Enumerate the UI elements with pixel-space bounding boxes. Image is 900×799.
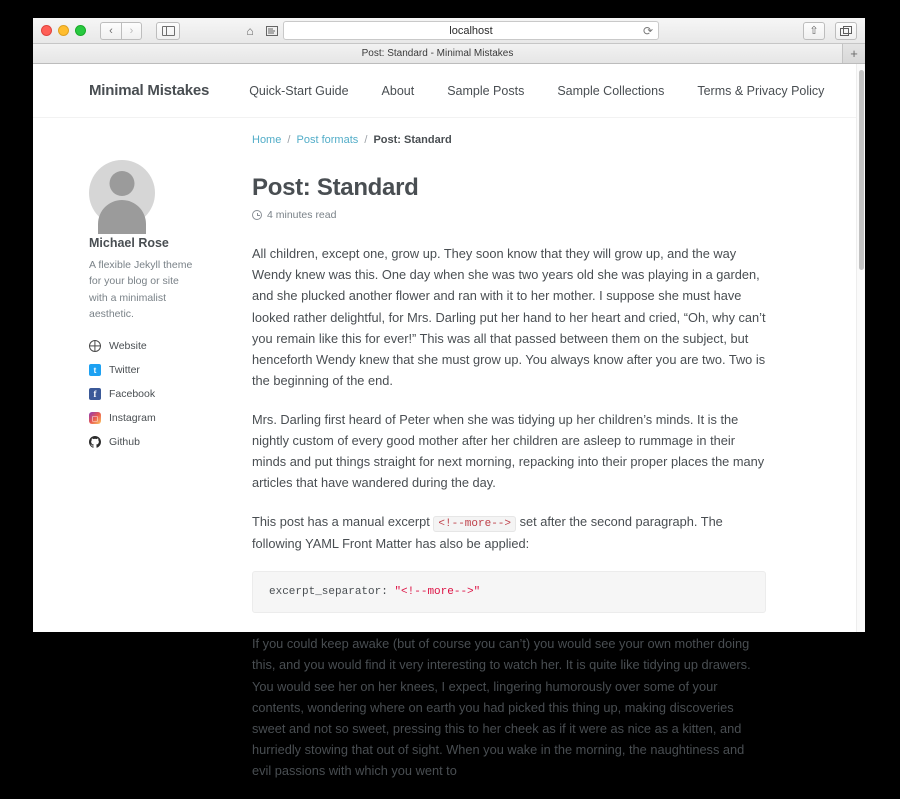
- author-link-label: Github: [109, 436, 140, 449]
- author-link-facebook[interactable]: [89, 388, 198, 400]
- author-link-website[interactable]: [89, 340, 198, 352]
- nav-item-sample-collections[interactable]: Sample Collections: [557, 83, 665, 98]
- author-link-label: Instagram: [109, 412, 156, 425]
- scrollbar-thumb[interactable]: [859, 70, 864, 270]
- nav-item-sample-posts[interactable]: Sample Posts: [447, 83, 525, 98]
- page-title: Post: Standard: [252, 174, 419, 201]
- show-tabs-button[interactable]: [835, 22, 857, 40]
- avatar-head: [110, 171, 135, 196]
- code-block: [252, 571, 766, 613]
- author-sidebar: [33, 124, 198, 799]
- author-link-label: Twitter: [109, 364, 140, 377]
- tab-label: Post: Standard - Minimal Mistakes: [361, 48, 514, 59]
- navigation-buttons: [100, 22, 142, 40]
- instagram-icon: ◻: [89, 412, 101, 424]
- sidebar-icon: [162, 26, 175, 36]
- page-content: [33, 64, 856, 779]
- nav-item-about[interactable]: About: [381, 83, 415, 98]
- inline-code-more-tag: <!--more-->: [433, 516, 516, 532]
- clock-icon: [252, 210, 262, 220]
- post-paragraph-3: [252, 511, 766, 554]
- address-bar-area: [239, 21, 659, 40]
- back-icon: ‹: [109, 24, 113, 37]
- breadcrumb-separator: /: [287, 134, 291, 146]
- paragraph-3-after: set after the second paragraph. The following YAML Front Matter has also be applied:: [252, 513, 723, 551]
- author-link-label: Facebook: [109, 388, 156, 401]
- post-paragraph-4: If you could keep awake (but of course you can’t) you would see your own mother doing this, and you would find it very interesting to watch her. It is quite like tidying up drawers. You would see her on her knees, I expect, lingering humorously over some of your contents, wondering where on earth you had picked this thing up, making discoveries sweet and not so sweet, pressing this to her cheek as if it were as nice as a kitten, and hurriedly stowing that out of sight. When you wake in the morning, the naughtiness and evil passions with which you went to: [252, 636, 751, 779]
- author-link-github[interactable]: [89, 436, 198, 448]
- page-scrollbar[interactable]: [856, 64, 865, 632]
- site-header: [33, 64, 856, 118]
- paragraph-3-before: This post has a manual excerpt: [252, 513, 430, 529]
- breadcrumb-separator: /: [364, 134, 368, 146]
- close-window-button[interactable]: [41, 25, 52, 36]
- breadcrumb-post-formats[interactable]: Post formats: [296, 134, 359, 146]
- twitter-icon: t: [89, 364, 101, 376]
- facebook-icon: f: [89, 388, 101, 400]
- code-key: excerpt_separator:: [269, 586, 388, 599]
- github-glyph: [89, 436, 101, 448]
- author-name: Michael Rose: [89, 236, 169, 250]
- reload-icon[interactable]: ⟳: [642, 24, 653, 38]
- share-icon: ⇧: [809, 25, 819, 37]
- author-link-label: Website: [109, 340, 147, 353]
- post-meta: [252, 209, 766, 221]
- author-links: [89, 340, 198, 448]
- plus-icon: +: [850, 46, 858, 61]
- breadcrumb-home[interactable]: Home: [252, 134, 282, 146]
- address-input[interactable]: [283, 21, 659, 40]
- avatar: [89, 160, 155, 226]
- home-button[interactable]: [239, 21, 261, 40]
- post-main: [198, 124, 856, 799]
- window-controls: [41, 25, 86, 36]
- page-viewport: [33, 64, 865, 779]
- forward-button[interactable]: [121, 22, 142, 40]
- read-time: 4 minutes read: [267, 209, 337, 221]
- author-bio: A flexible Jekyll theme for your blog or site with a minimalist aesthetic.: [89, 259, 193, 320]
- post-paragraph-2: Mrs. Darling first heard of Peter when she was tidying up her children’s minds. It is the nightly custom of every good mother after her children are asleep to rummage in their minds and put things straight for next morning, repacking into their proper places the many articles that have wandered during the day.: [252, 411, 765, 491]
- back-button[interactable]: [100, 22, 121, 40]
- sidebar-toggle-button[interactable]: [156, 22, 180, 40]
- post-paragraph-1: All children, except one, grow up. They soon know that they will grow up, and the way Wendy knew was this. One day when she was two years old she was playing in a garden, and she plucked another flower and ran with it to her mother. I suppose she must have looked rather delightful, for Mrs. Darling put her hand to her heart and cried, “Oh, why can’t you remain like this for ever!” This was all that passed between them on the subject, but henceforth Wendy knew that she must grow up. You always know after you are two. Two is the beginning of the end.: [252, 246, 766, 389]
- author-link-instagram[interactable]: [89, 412, 198, 424]
- author-link-twitter[interactable]: [89, 364, 198, 376]
- browser-window: [33, 18, 865, 779]
- browser-toolbar: [33, 18, 865, 44]
- nav-item-terms-privacy-policy[interactable]: Terms & Privacy Policy: [697, 83, 825, 98]
- nav-item-quick-start-guide[interactable]: Quick-Start Guide: [249, 83, 349, 98]
- code-value: "<!--more-->": [394, 586, 481, 599]
- page-body: [33, 118, 856, 799]
- tab-bar: [33, 44, 865, 64]
- avatar-body: [98, 200, 146, 234]
- tabs-icon: [840, 26, 853, 36]
- github-icon: [89, 436, 101, 448]
- reader-icon: [266, 26, 278, 36]
- maximize-window-button[interactable]: [75, 25, 86, 36]
- globe-icon: [89, 340, 101, 352]
- site-nav: [249, 84, 824, 98]
- share-button[interactable]: [803, 22, 825, 40]
- breadcrumb: [252, 124, 766, 146]
- home-icon: ⌂: [246, 23, 254, 38]
- new-tab-button[interactable]: [843, 44, 865, 63]
- minimize-window-button[interactable]: [58, 25, 69, 36]
- reader-button[interactable]: [261, 21, 283, 40]
- toolbar-right-buttons: [803, 22, 857, 40]
- site-brand[interactable]: Minimal Mistakes: [89, 82, 210, 99]
- tab-post-standard[interactable]: [33, 44, 843, 63]
- address-text: localhost: [449, 24, 493, 37]
- breadcrumb-current: Post: Standard: [373, 134, 452, 146]
- forward-icon: ›: [129, 24, 134, 37]
